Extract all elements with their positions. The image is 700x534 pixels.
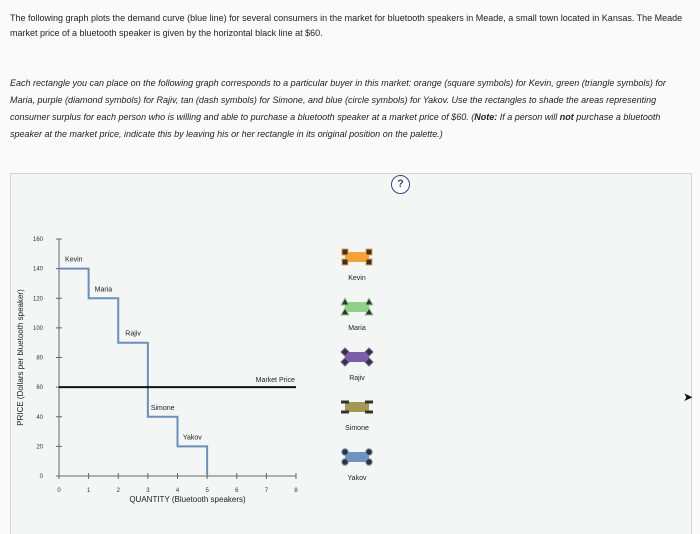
market-price-label: Market Price <box>255 377 295 385</box>
x-axis-label: QUANTITY (Bluetooth speakers) <box>129 495 246 504</box>
y-tick-label: 60 <box>36 385 43 392</box>
palette-dash-marker-simone <box>341 411 349 414</box>
x-tick-label: 5 <box>205 488 209 494</box>
intro-text: The following graph plots the demand curve (blue line) for several consumers in the market for bluetooth speakers in Meade, a small town located in Kansas. The Meade market price of a bluetooth speaker is given by the horizontal black line at $60. <box>10 13 683 38</box>
palette-rect-kevin <box>345 252 369 262</box>
x-tick-label: 2 <box>116 488 120 494</box>
palette-circle-marker-yakov <box>366 449 372 455</box>
palette-triangle-marker-maria <box>341 298 349 305</box>
x-tick-label: 4 <box>175 488 180 494</box>
palette-label-maria: Maria <box>348 325 366 332</box>
buyer-label-rajiv: Rajiv <box>125 330 141 338</box>
y-tick-label: 120 <box>32 296 43 303</box>
palette-square-marker-kevin <box>366 249 372 255</box>
palette-rect-yakov <box>345 452 369 462</box>
mouse-cursor-icon: ➤ <box>683 390 694 404</box>
x-tick-label: 3 <box>146 488 150 494</box>
palette-circle-marker-yakov <box>342 449 348 455</box>
palette-label-kevin: Kevin <box>348 275 366 282</box>
palette-dash-marker-simone <box>341 401 349 404</box>
y-axis-label: PRICE (Dollars per bluetooth speaker) <box>16 289 25 426</box>
buyer-label-maria: Maria <box>94 286 113 294</box>
x-tick-label: 0 <box>57 488 61 494</box>
instructions-not: not <box>559 112 574 122</box>
palette-label-simone: Simone <box>345 425 369 432</box>
palette-label-yakov: Yakov <box>347 475 367 482</box>
palette-square-marker-kevin <box>342 249 348 255</box>
x-tick-label: 7 <box>264 488 269 494</box>
palette-circle-marker-yakov <box>342 459 348 465</box>
palette-rect-rajiv <box>345 352 369 362</box>
y-tick-label: 20 <box>36 444 43 451</box>
x-tick-label: 1 <box>86 488 91 494</box>
instructions-note-label: Note: <box>474 112 498 122</box>
palette-square-marker-kevin <box>342 259 348 265</box>
palette-square-marker-kevin <box>366 259 372 265</box>
x-tick-label: 8 <box>294 488 298 494</box>
y-tick-label: 40 <box>36 414 43 421</box>
instructions-part-3: purchase a bluetooth speaker at the market price, indicate this by leaving his or her rectangle in its original position on the palette.) <box>10 112 661 139</box>
y-tick-label: 80 <box>36 355 43 362</box>
demand-curve-line <box>59 269 207 476</box>
instructions-part-1: Each rectangle you can place on the following graph corresponds to a particular buyer in this market: orange (square symbols) for Kevin, green (triangle symbols) for Maria, purple (diamond symbols) for Rajiv, tan (dash symbols) for Simone, and blue (circle symbols) for Yakov. Use the rectangles to shade the areas representing consumer surplus for each person who is willing and able to purchase a bluetooth speaker at a market price of $60. ( <box>10 78 666 122</box>
buyer-label-kevin: Kevin <box>65 256 83 264</box>
palette-label-rajiv: Rajiv <box>349 375 365 382</box>
instructions-part-2: If a person will <box>497 112 560 122</box>
palette-dash-marker-simone <box>365 401 373 404</box>
y-tick-label: 100 <box>32 325 43 332</box>
buyer-label-simone: Simone <box>150 404 175 412</box>
x-tick-label: 6 <box>235 488 239 494</box>
palette-triangle-marker-maria <box>365 298 373 305</box>
y-tick-label: 140 <box>32 266 43 273</box>
palette-circle-marker-yakov <box>366 459 372 465</box>
y-tick-label: 160 <box>32 237 43 243</box>
buyer-label-yakov: Yakov <box>182 434 202 442</box>
palette-dash-marker-simone <box>365 411 373 414</box>
y-tick-label: 0 <box>39 474 43 480</box>
help-icon[interactable]: ? <box>391 175 410 194</box>
